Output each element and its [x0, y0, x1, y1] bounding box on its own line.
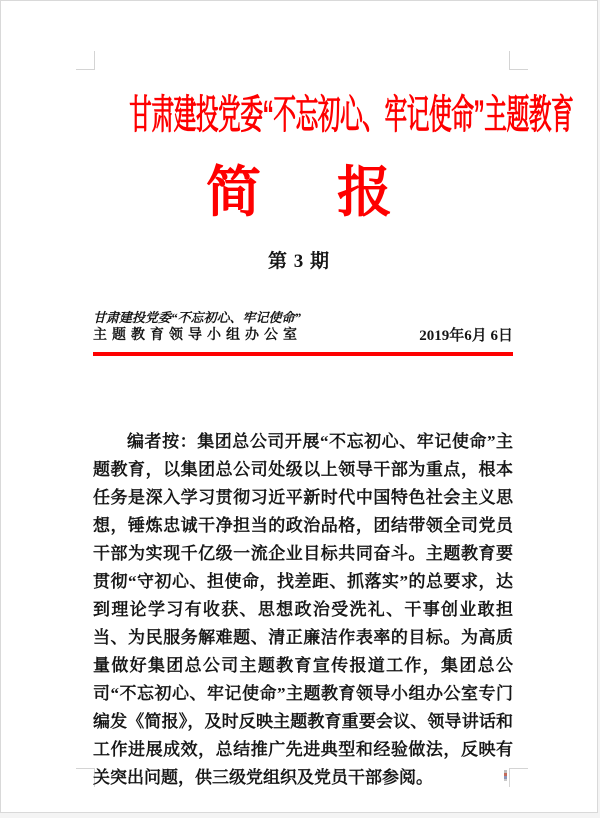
margin-crop-mark-top-left [76, 51, 95, 70]
banner-char-bao: 报 [337, 162, 393, 223]
bulletin-banner [1, 161, 597, 225]
editors-note-label: 编者按： [127, 432, 198, 451]
editors-note-text: 集团总公司开展“不忘初心、牢记使命”主题教育，以集团总公司处级以上领导干部为重点，根本任务是深入学习贯彻习近平新时代中国特色社会主义思想，锤炼忠诚干净担当的政治品格，团结带领全司党员干部为实现千亿级一流企业目标共同奋斗。主题教育要贯彻“守初心、担使命，找差距、抓落实”的总要求，达到理论学习有收获、思想政治受洗礼、干事创业敢担当、为民服务解难题、清正廉洁作表率的目标。为高质量做好集团总公司主题教育宣传报道工作，集团总公司“不忘初心、牢记使命”主题教育领导小组办公室专门编发《简报》，及时反映主题教育重要会议、领导讲话和工作进展成效，总结推广先进典型和经验做法，反映有关突出问题，供三级党组织及党员干部参阅。 [93, 432, 514, 787]
issuer-line-2: 主题教育领导小组办公室 [93, 328, 302, 343]
issue-date: 2019年6月 6日 [419, 328, 513, 344]
document-title: 甘肃建投党委“不忘初心、牢记使命”主题教育 [129, 93, 574, 137]
banner-char-jian: 简 [205, 162, 261, 223]
issue-number: 第 3 期 [267, 251, 330, 272]
issuer-row [93, 309, 513, 346]
red-divider-rule [93, 352, 513, 356]
issuer-line-1: 甘肃建投党委“不忘初心、牢记使命” [93, 310, 302, 325]
margin-crop-mark-top-right [509, 51, 528, 70]
issuer-block [93, 309, 302, 346]
editors-note-paragraph [93, 428, 513, 792]
